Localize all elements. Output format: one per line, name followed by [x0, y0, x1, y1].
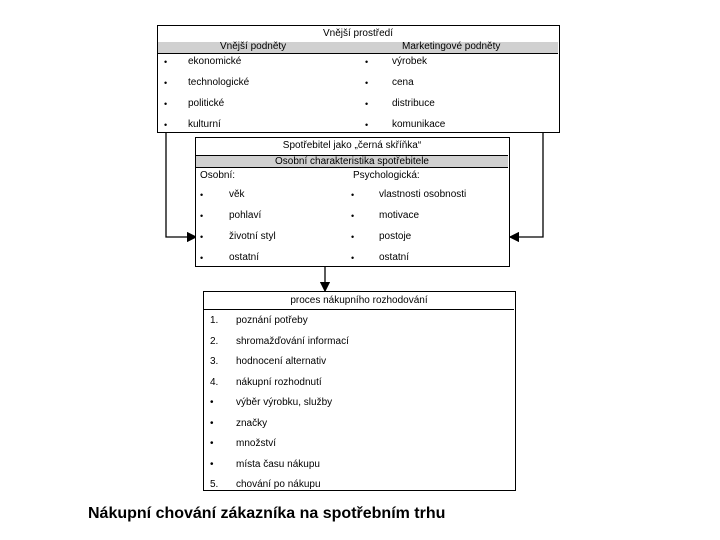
step-text: výběr výrobku, služby	[236, 397, 333, 408]
bullet-icon: •	[200, 190, 204, 200]
outer-left-item: technologické	[188, 77, 250, 88]
outer-left-item: politické	[188, 98, 225, 109]
consumer-left-item: pohlaví	[229, 210, 262, 221]
bullet-icon: •	[351, 190, 355, 200]
process-divider	[204, 309, 514, 310]
outer-title: Vnější prostředí	[322, 28, 394, 39]
step-marker: 5.	[210, 479, 219, 490]
bullet-icon: •	[200, 211, 204, 221]
bullet-icon: •	[200, 253, 204, 263]
consumer-title: Spotřebitel jako „černá skříňka“	[282, 140, 422, 151]
outer-environment-box	[157, 25, 560, 133]
outer-right-item: komunikace	[392, 119, 446, 130]
step-text: nákupní rozhodnutí	[236, 376, 322, 388]
outer-left-item: ekonomické	[188, 56, 242, 67]
outer-right-item: distribuce	[392, 98, 435, 109]
bullet-icon: •	[365, 78, 369, 88]
bullet-icon: •	[200, 232, 204, 242]
step-marker: 3.	[210, 356, 219, 367]
outer-right-heading: Marketingové podněty	[402, 41, 501, 52]
step-marker: •	[210, 458, 214, 470]
bullet-icon: •	[164, 57, 168, 67]
bullet-icon: •	[164, 99, 168, 109]
step-marker: •	[210, 438, 214, 449]
step-marker: 2.	[210, 335, 219, 347]
outer-left-item: kulturní	[188, 119, 221, 130]
consumer-right-heading: Psychologická:	[353, 170, 420, 181]
bullet-icon: •	[351, 232, 355, 242]
consumer-right-item: postoje	[379, 231, 412, 242]
consumer-left-heading: Osobní:	[200, 170, 236, 181]
bullet-icon: •	[351, 211, 355, 221]
step-marker: •	[210, 397, 214, 408]
step-marker: 4.	[210, 376, 219, 388]
step-text: shromažďování informací	[236, 335, 349, 347]
bullet-icon: •	[164, 120, 168, 130]
consumer-left-item: životní styl	[229, 231, 276, 242]
outer-left-heading: Vnější podněty	[220, 41, 287, 52]
left-arrow	[166, 132, 196, 237]
step-marker: •	[210, 417, 214, 429]
consumer-right-item: motivace	[379, 210, 420, 221]
bullet-icon: •	[365, 57, 369, 67]
outer-right-item: cena	[392, 77, 414, 88]
step-marker: 1.	[210, 315, 219, 326]
bullet-icon: •	[351, 253, 355, 263]
step-text: místa času nákupu	[236, 458, 320, 470]
consumer-box	[195, 137, 510, 267]
process-title: proces nákupního rozhodování	[290, 295, 428, 306]
consumer-left-item: věk	[229, 189, 245, 200]
step-text: chování po nákupu	[236, 479, 321, 490]
step-text: hodnocení alternativ	[236, 356, 327, 367]
bullet-icon: •	[164, 78, 168, 88]
consumer-right-item: ostatní	[379, 252, 410, 263]
caption: Nákupní chování zákazníka na spotřebním trhu	[88, 505, 446, 522]
consumer-subtitle: Osobní charakteristika spotřebitele	[275, 156, 429, 167]
step-text: poznání potřeby	[236, 315, 308, 326]
outer-right-item: výrobek	[392, 56, 428, 67]
consumer-left-item: ostatní	[229, 252, 260, 263]
right-arrow	[510, 132, 543, 237]
bullet-icon: •	[365, 120, 369, 130]
step-text: množství	[236, 438, 277, 449]
step-text: značky	[236, 417, 268, 429]
consumer-right-item: vlastnosti osobnosti	[379, 189, 467, 200]
process-box	[203, 291, 516, 491]
bullet-icon: •	[365, 99, 369, 109]
